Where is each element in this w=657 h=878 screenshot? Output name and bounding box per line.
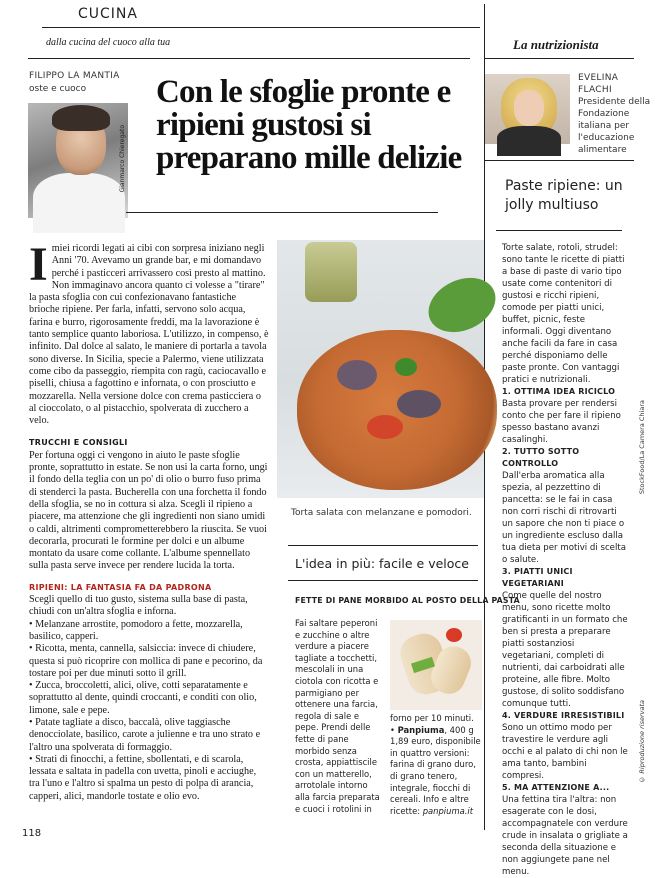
idea-box-subtitle: FETTE DI PANE MORBIDO AL POSTO DELLA PASTA <box>295 596 520 605</box>
product-name: Panpiuma <box>397 724 445 735</box>
sidebar-intro: Torte salate, rotoli, strudel: sono tante le ricette di piatti a base di paste di vario tipo usate come contenitori di gustosi e ricchi ripieni, comode per piatti unici, buffet, picnic, feste informali. Oggi diventano anche facili da fare in casa perché disponiamo delle paste pronte. Con vantaggi pratici e nutrizionali. <box>502 243 625 385</box>
idea-box-text-right: forno per 10 minuti. • Panpiuma, 400 g 1,89 euro, disponibile in quattro versioni: farina di grano duro, di grano tenero, integrale, fiocchi di cereali. Info e altre ricette: panpiuma.it <box>390 713 481 816</box>
nutritionist-portrait <box>485 74 570 144</box>
header-rule <box>42 27 480 28</box>
idea-box-top-rule <box>288 545 478 546</box>
author-name: FILIPPO LA MANTIA <box>29 71 120 81</box>
photo-credit: Gianmarco Chieregato <box>119 125 126 193</box>
tips-text: Per fortuna oggi ci vengono in aiuto le paste sfoglie pronte, soprattutto in estate. Se non usi la carta forno, ungi il fondo della teglia con un po' di olio o burro fuso prima di stenderci la pasta. Bucherella con una forchetta il fondo della sfoglia, se no in cottura si alza. Scegli il ripieno a piacere, ma attenzione che gli ingredienti non siano umidi o caldi, altrimenti comprometterebbero la riuscita. Se vuoi decorarla, procurati le formine per dolci e un albume montato da usare come collante. L'albume spennellato sulla pasta serve invece per rendere lucida la torta. <box>29 449 268 572</box>
sidebar-point-text: Basta provare per rendersi conto che per fare il ripieno spesso bastano avanzi casalinghi. <box>502 399 621 445</box>
nutritionist-block <box>578 72 653 156</box>
section-title: CUCINA <box>78 6 138 22</box>
filling-item: • Zucca, broccoletti, alici, olive, cotti separatamente e soprattutto al dente, quindi croccanti, e conditi con olio, limone, sale e pepe. <box>29 680 257 716</box>
sidebar-point-heading: 4. VERDURE IRRESISTIBILI <box>502 711 625 720</box>
sidebar-column <box>502 242 628 878</box>
tart-photo <box>277 240 484 498</box>
page-number: 118 <box>22 828 42 839</box>
sidebar-title-rule <box>484 160 634 161</box>
filling-item: • Strati di finocchi, a fettine, sbollentati, e di scarola, lessata e saltata in padella con uvetta, pinoli e acciughe, tra l'uno e l'altro si spalma un pesto di polpa di arancia, capperi, alici, mandorle tostate e olio evo. <box>29 753 257 802</box>
article-intro: Imiei ricordi legati ai cibi con sorpresa iniziano negli Anni '70. Avevamo un grande bar, e mi domandavo perché i pasticceri arrivassero così presto al mattino. Non immaginavo ancora quanto ci volesse a "tirare" la pasta sfoglia con cui confezionavano fantastiche brioche ripiene. Per farla, infatti, servono solo acqua, farina e burro, rigorosamente freddi, ma la lavorazione è tanto semplice quanto laboriosa. L'utilizzo, in compenso, è infinito. Dal dolce al salato, le maniere di portarla a tavola sono diverse. In Sicilia, specie a Palermo, viene utilizzata come cibo da passeggio, riempita con ragù, caciocavallo e piselli, chiusa a fagottino e infornata, o con prosciutto e mozzarella. Nella versione dolce con crema pasticciera o al cioccolato, o al pistacchio, spolverata di zucchero a velo. <box>29 238 269 427</box>
author-block <box>29 70 120 96</box>
filling-item: • Patate tagliate a disco, baccalà, olive taggiasche denocciolate, basilico, carote a julienne e tra uno strato e l'altro una spolverata di formaggio. <box>29 716 261 753</box>
section-tagline: dalla cucina del cuoco alla tua <box>46 37 171 48</box>
sidebar-point-text: Sono un ottimo modo per travestire le verdure agli occhi e al palato di chi non le ama tanto, bambini compresi. <box>502 723 628 781</box>
drop-cap: I <box>29 238 48 291</box>
nutritionist-name: EVELINA FLACHI <box>578 73 619 95</box>
sidebar-point-text: Dall'erba aromatica alla spezia, al pezzettino di pancetta: se le fai in casa non corri rischi di ritrovarti un sapore che non ti piace o un ingrediente escluso dalla tua dieta per motivi di scelta o salute. <box>502 471 626 565</box>
fillings-heading: RIPIENI: LA FANTASIA FA DA PADRONA <box>29 582 212 592</box>
nutritionist-bio: Presidente della Fondazione italiana per l'educazione alimentare <box>578 97 651 155</box>
stock-credit: StockFood/La Camera Chiara <box>638 400 646 495</box>
tagline-rule <box>28 58 470 59</box>
sidebar-point-heading: 2. TUTTO SOTTO CONTROLLO <box>502 447 580 468</box>
article-column <box>29 238 269 803</box>
sidebar-point-heading: 3. PIATTI UNICI VEGETARIANI <box>502 567 573 588</box>
author-role: oste e cuoco <box>29 84 87 94</box>
product-link[interactable]: panpiuma.it <box>422 805 474 816</box>
tips-heading: TRUCCHI E CONSIGLI <box>29 438 128 448</box>
sidebar-title-bottom-rule <box>496 230 622 231</box>
sidebar-point-text: Come quelle del nostro menu, sono ricette molto gratificanti in un formato che ben si presta a preparare piatti sostanziosi vegetariani, completi di nutrienti, dai carboidrati alle proteine, alle fibre. Molto gustose, di solito soddisfano comunque tutti. <box>502 591 628 709</box>
sidebar-title: Paste ripiene: un jolly multiuso <box>505 178 623 213</box>
headline-rule <box>126 212 438 213</box>
headline: Con le sfoglie pronte e ripieni gustosi si preparano mille delizie <box>156 74 462 176</box>
idea-box-text-left: Fai saltare peperoni e zucchine o altre verdure a piacere tagliate a tocchetti, mescolali in una ciotola con ricotta e parmigiano per ottenere una farcia, regola di sale e pepe. Prendi delle fette di pane morbido senza crosta, appiattiscile con un matterello, arrotolale intorno alla farcia preparata e cuoci i rotolini in <box>295 618 380 814</box>
idea-box-title: L'idea in più: facile e veloce <box>295 556 469 571</box>
bread-rolls-photo <box>390 620 482 710</box>
photo-caption: Torta salata con melanzane e pomodori. <box>291 508 472 518</box>
sidebar-point-text: Una fettina tira l'altra: non esagerate con le dosi, accompagnatele con verdure crude in insalata o grigliate a seconda della situazione e non aggiungete pane nel menu. <box>502 795 628 877</box>
sidebar-point-heading: 1. OTTIMA IDEA RICICLO <box>502 387 616 396</box>
rights-notice: © Riproduzione riservata <box>638 700 646 784</box>
idea-box-title-rule <box>288 580 478 581</box>
nutritionist-label: La nutrizionista <box>513 37 599 52</box>
filling-item: • Melanzane arrostite, pomodoro a fette, mozzarella, basilico, capperi. <box>29 618 243 642</box>
author-portrait <box>28 103 128 218</box>
fillings-intro: Scegli quello di tuo gusto, sistema sulla base di pasta, chiudi con un'altra sfoglia e inforna. <box>29 594 248 618</box>
nutritionist-rule <box>484 58 634 59</box>
sidebar-point-heading: 5. MA ATTENZIONE A... <box>502 783 610 792</box>
filling-item: • Ricotta, menta, cannella, salsiccia: invece di chiudere, questa si può ricoprire con mollica di pane e pecorino, da tostare poi per due minuti sotto il grill. <box>29 643 263 679</box>
